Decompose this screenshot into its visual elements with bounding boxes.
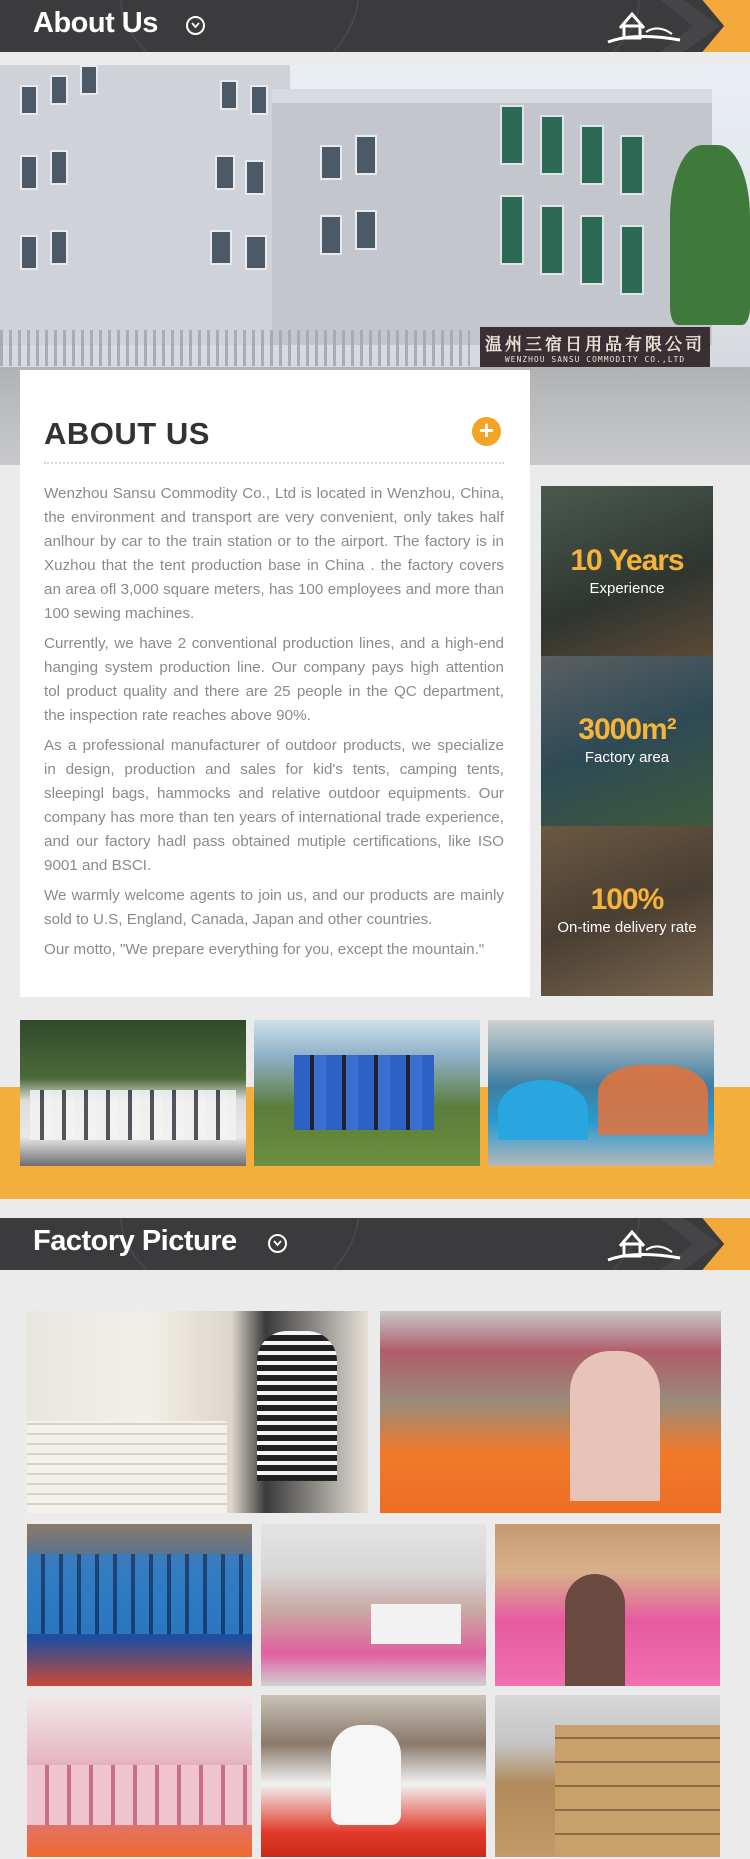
factory-photo-cutting [27,1311,368,1513]
about-paragraph: We warmly welcome agents to join us, and our products are mainly sold to U.S, England, Canada, Japan and other countries. [44,887,504,928]
factory-photo-pink-sewing [495,1524,720,1686]
team-blue-vests-photo [254,1020,480,1166]
team-group-photo [20,1020,246,1166]
stat-number: 3000m² [578,713,676,746]
trade-show-tents-photo [488,1020,714,1166]
about-us-banner [0,0,750,52]
about-paragraph: As a professional manufacturer of outdoor products, we specialize in design, production and sales for kid's tents, camping tents, sleepingl bags, hammocks and relative outdoor equipments. Our company has more than ten years of international trade experience, and our factory hadl pass obtained mutiple certifications, like ISO 9001 and BSCI. [44,737,504,874]
factory-picture-banner [0,1218,750,1270]
factory-photo-workshop [261,1524,486,1686]
about-us-heading: ABOUT US [44,416,210,451]
factory-photo-fabric-rolls [27,1695,252,1857]
stat-delivery [541,826,713,996]
stat-label: Experience [589,580,665,597]
factory-sign-english: WENZHOU SANSU COMMODITY CO.,LTD [504,355,686,364]
stat-factory-area [541,656,713,826]
house-logo-icon [606,6,682,46]
about-us-banner-title: About Us [33,7,158,39]
stat-experience [541,486,713,656]
factory-photo-blue-tents [27,1524,252,1686]
about-paragraph: Wenzhou Sansu Commodity Co., Ltd is located in Wenzhou, China, the environment and transport are very convenient, only takes half anlhour by car to the train station or to the airport. The factory is in Xuzhou that the tent production base in China . the factory covers an area ofl 3,000 square meters, has 100 employees and more than 100 sewing machines. [44,485,504,622]
factory-picture-banner-title: Factory Picture [33,1225,237,1257]
factory-sign-chinese: 温州三宿日用品有限公司 [485,335,705,355]
about-paragraph: Currently, we have 2 conventional production lines, and a high-end hanging system production line. Our company pays high attention tol product quality and there are 25 people in the QC department, the inspection rate reaches above 90%. [44,635,504,724]
stats-column [541,486,713,996]
about-motto: Our motto, "We prepare everything for you, except the mountain." [44,941,485,958]
stat-label: On-time delivery rate [557,919,697,936]
about-us-card [20,370,530,997]
dotted-divider [44,462,504,464]
chevron-down-circle-icon[interactable] [268,1234,287,1253]
factory-photo-seamstress [261,1695,486,1857]
factory-photo-sewing-orange [380,1311,721,1513]
stat-number: 10 Years [570,544,684,577]
chevron-down-circle-icon[interactable] [186,16,205,35]
stat-label: Factory area [584,749,670,766]
plus-circle-icon[interactable]: + [472,417,501,446]
house-logo-icon [606,1224,682,1264]
stat-number: 100% [590,883,664,916]
factory-photo-warehouse-boxes [495,1695,720,1857]
